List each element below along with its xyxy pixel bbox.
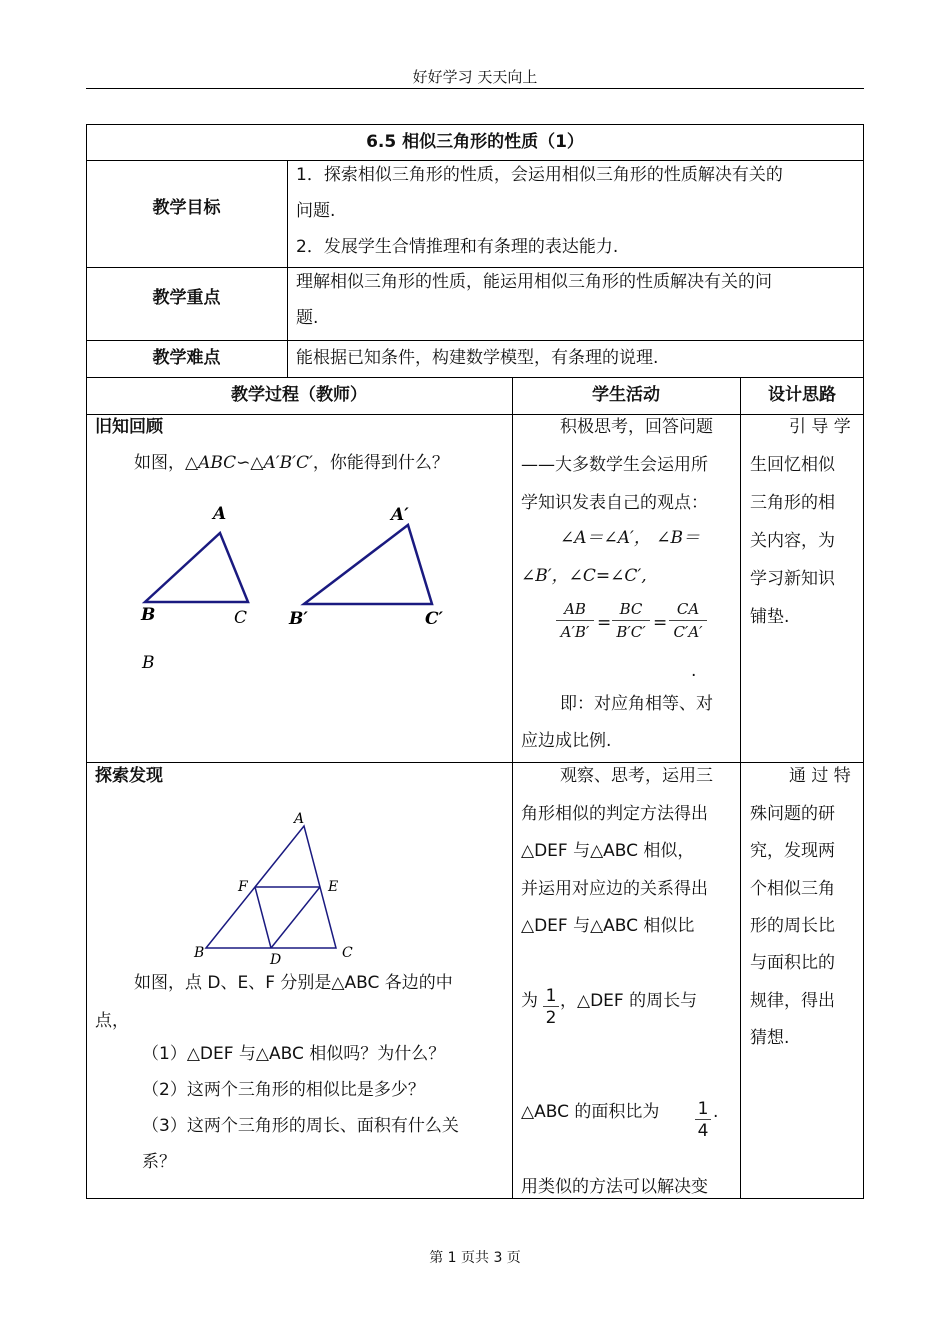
label-B: B — [141, 605, 156, 625]
ratio-pre: 为 — [521, 991, 538, 1011]
ratio-one-quarter: 1 4 — [695, 1099, 711, 1142]
fig2-label-A: A — [294, 811, 305, 827]
explore-student-line-2: 角形相似的判定方法得出 — [521, 804, 708, 824]
difficulty-label: 教学难点 — [152, 348, 221, 368]
goal-line-2: 问题. — [296, 201, 336, 221]
review-student-line-3: 学知识发表自己的观点： — [521, 493, 708, 513]
col-teacher: 教学过程（教师） — [231, 385, 367, 405]
explore-student-last: 用类似的方法可以解决变 — [521, 1177, 708, 1197]
label-C: C — [234, 608, 248, 628]
lesson-title: 6.5 相似三角形的性质（1） — [366, 132, 584, 152]
explore-design-line-8: 猜想. — [750, 1028, 790, 1048]
explore-question-3b: 系？ — [142, 1152, 176, 1172]
key-label: 教学重点 — [152, 288, 221, 308]
fig2-label-E: E — [328, 879, 339, 895]
goal-label: 教学目标 — [152, 198, 221, 218]
explore-design-line-3: 究，发现两 — [750, 841, 835, 861]
difficulty-text: 能根据已知条件，构建数学模型，有条理的说理. — [296, 348, 659, 368]
ratio-period: . — [691, 661, 697, 681]
lesson-table — [86, 124, 864, 1199]
triangle-abc — [145, 533, 248, 602]
explore-student-line-5: △DEF 与△ABC 相似比 — [521, 916, 695, 936]
segment-FD — [255, 887, 271, 948]
review-student-end-2: 应边成比例. — [521, 731, 612, 751]
page-header: 好好学习 天天向上 — [412, 68, 538, 86]
explore-question-2: （2）这两个三角形的相似比是多少？ — [142, 1080, 425, 1100]
midpoint-triangle-figure — [186, 804, 366, 964]
review-design-line-2: 生回忆相似 — [750, 455, 835, 475]
fig2-label-D: D — [270, 952, 282, 964]
explore-student-line-1: 观察、思考，运用三 — [560, 766, 713, 786]
explore-design-line-1: 通 过 特 — [789, 766, 851, 786]
label-B-prime: B′ — [289, 609, 308, 629]
label-B-extra: B — [142, 653, 155, 673]
key-line-1: 理解相似三角形的性质，能运用相似三角形的性质解决有关的问 — [296, 272, 772, 292]
fig2-label-F: F — [238, 879, 248, 895]
review-design-line-6: 铺垫. — [750, 607, 790, 627]
explore-heading: 探索发现 — [95, 766, 163, 786]
explore-design-line-6: 与面积比的 — [750, 953, 835, 973]
label-C-prime: C′ — [425, 609, 444, 629]
page-footer: 第 1 页共 3 页 — [429, 1250, 521, 1266]
review-heading: 旧知回顾 — [95, 417, 163, 437]
review-design-line-1: 引 导 学 — [789, 417, 851, 437]
area-end: . — [713, 1102, 719, 1122]
explore-design-line-2: 殊问题的研 — [750, 804, 835, 824]
review-design-line-3: 三角形的相 — [750, 493, 835, 513]
explore-design-line-4: 个相似三角 — [750, 879, 835, 899]
review-design-line-5: 学习新知识 — [750, 569, 835, 589]
ratio-eq-1: = — [597, 613, 612, 633]
explore-question-3a: （3）这两个三角形的周长、面积有什么关 — [142, 1116, 459, 1136]
col-student: 学生活动 — [592, 385, 660, 405]
col-design: 设计思路 — [768, 385, 836, 405]
angle-line-1: ∠A＝∠A′， ∠B＝ — [560, 528, 701, 548]
review-student-line-1: 积极思考，回答问题 — [560, 417, 713, 437]
header-divider — [86, 88, 864, 89]
goal-line-1: 1．探索相似三角形的性质，会运用相似三角形的性质解决有关的 — [296, 165, 783, 185]
ratio-post: ，△DEF 的周长与 — [560, 991, 698, 1011]
explore-question-1: （1）△DEF 与△ABC 相似吗？为什么？ — [142, 1044, 446, 1064]
explore-design-line-7: 规律，得出 — [750, 991, 835, 1011]
goal-line-3: 2．发展学生合情推理和有条理的表达能力. — [296, 237, 619, 257]
ratio-bc: $\frac{BC}{B'C'}$ — [612, 598, 650, 643]
label-A: A — [213, 504, 227, 524]
review-question: 如图，△ABC∽△A′B′C′，你能得到什么？ — [134, 453, 449, 473]
ratio-ca: $\frac{CA}{C'A'}$ — [669, 598, 707, 643]
review-student-line-2: ——大多数学生会运用所 — [521, 455, 708, 475]
similar-triangles-figure — [126, 496, 456, 676]
review-student-end-1: 即：对应角相等、对 — [560, 694, 713, 714]
explore-question-intro-2: 点， — [95, 1011, 129, 1031]
label-A-prime: A′ — [391, 505, 409, 525]
ratio-one-half: 1 2 — [543, 986, 559, 1029]
fig2-label-C: C — [342, 945, 353, 961]
review-design-line-4: 关内容，为 — [750, 531, 835, 551]
key-line-2: 题. — [296, 308, 319, 328]
segment-DE — [271, 887, 320, 948]
explore-question-intro-1: 如图，点 D、E、F 分别是△ABC 各边的中 — [134, 973, 453, 993]
angle-line-2: ∠B′，∠C=∠C′, — [521, 566, 647, 586]
triangle-abc-prime — [304, 525, 432, 604]
ratio-ab: $\frac{AB}{A'B'}$ — [556, 598, 594, 643]
area-line: △ABC 的面积比为 — [521, 1102, 660, 1122]
explore-student-line-4: 并运用对应边的关系得出 — [521, 879, 708, 899]
explore-student-line-3: △DEF 与△ABC 相似， — [521, 841, 695, 861]
fig2-label-B: B — [194, 945, 205, 961]
explore-design-line-5: 形的周长比 — [750, 916, 835, 936]
ratio-eq-2: = — [653, 613, 668, 633]
